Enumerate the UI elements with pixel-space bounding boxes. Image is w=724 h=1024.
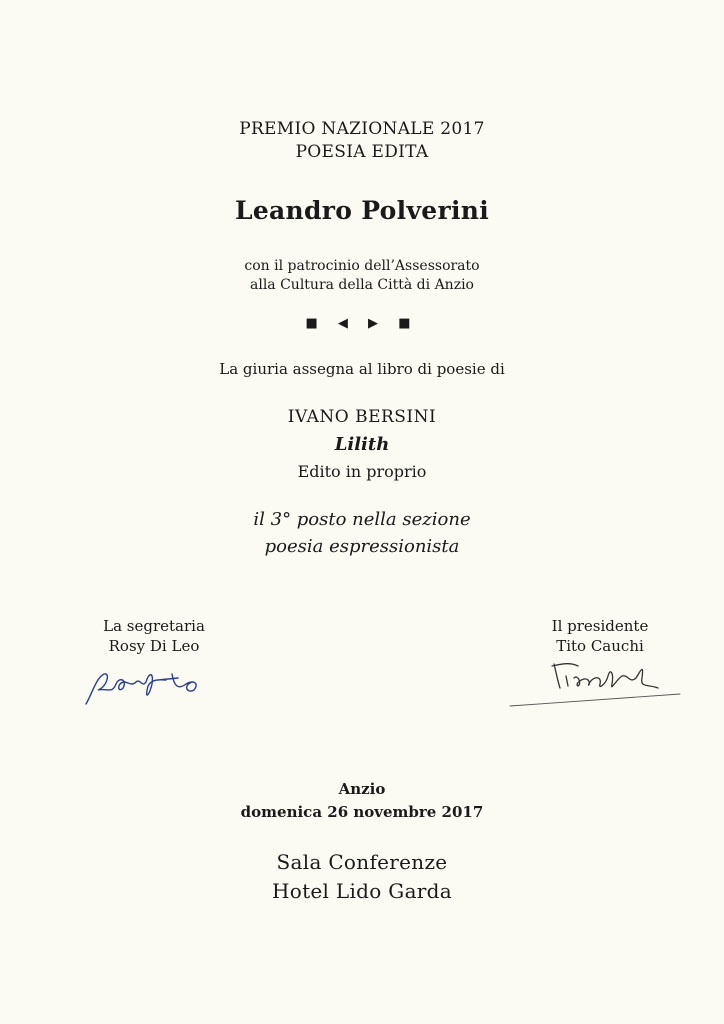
secretary-name: Rosy Di Leo bbox=[108, 637, 200, 655]
patronage-line-2: alla Cultura della Città di Anzio bbox=[250, 277, 474, 293]
event-date: domenica 26 novembre 2017 bbox=[240, 803, 484, 821]
book-title: Lilith bbox=[334, 434, 390, 455]
winner-block bbox=[0, 404, 724, 485]
secretary-signature-scribble bbox=[82, 664, 212, 710]
president-signature-block bbox=[530, 616, 670, 656]
patronage-line-1: con il patrocinio dell’Assessorato bbox=[244, 258, 480, 274]
prize-line-1: PREMIO NAZIONALE 2017 bbox=[239, 119, 485, 139]
president-signature-scribble bbox=[508, 654, 684, 710]
secretary-signature-block bbox=[84, 616, 224, 656]
president-role: Il presidente bbox=[551, 617, 649, 635]
author-name: Leandro Polverini bbox=[234, 196, 490, 225]
prize-line-2: POESIA EDITA bbox=[295, 142, 429, 162]
event-place-date bbox=[0, 778, 724, 824]
winner-name: IVANO BERSINI bbox=[287, 407, 437, 427]
president-name: Tito Cauchi bbox=[556, 637, 644, 655]
placement-line-1: il 3° posto nella sezione bbox=[253, 509, 471, 530]
patronage-text bbox=[0, 257, 724, 295]
venue-line-2: Hotel Lido Garda bbox=[272, 879, 452, 903]
event-venue bbox=[0, 848, 724, 906]
venue-line-1: Sala Conferenze bbox=[276, 850, 448, 874]
ornament-divider: ■ ◀ ▶ ■ bbox=[305, 316, 419, 331]
event-city: Anzio bbox=[338, 780, 386, 798]
placement-line-2: poesia espressionista bbox=[264, 536, 460, 557]
placement-text bbox=[0, 506, 724, 560]
secretary-role: La segretaria bbox=[103, 617, 205, 635]
publisher: Edito in proprio bbox=[297, 462, 427, 481]
prize-title bbox=[0, 118, 724, 164]
jury-statement: La giuria assegna al libro di poesie di bbox=[219, 360, 505, 378]
